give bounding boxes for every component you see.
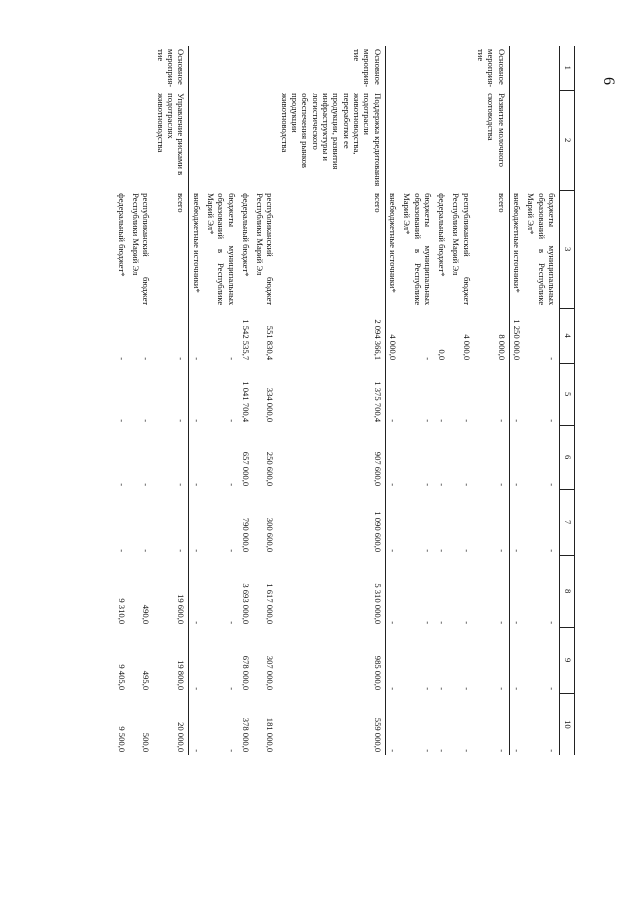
value-col7-cell: -: [437, 549, 448, 553]
value-col4-cell: -: [191, 357, 202, 361]
value-col8-cell: 1 617 000,0: [265, 583, 276, 625]
value-col4-cell: 551 830,4: [265, 325, 276, 361]
measure-name-cell: [114, 90, 128, 190]
value-col10-cell: 559 000,0: [278, 693, 386, 755]
table-row: [129, 46, 154, 755]
value-col10-cell: -: [226, 749, 237, 753]
measure-name-cell: [129, 90, 154, 190]
value-col9-cell: -: [387, 687, 398, 691]
page-number: 6: [600, 77, 617, 85]
value-col10-cell: 20 000,0: [153, 693, 188, 755]
value-col7-cell: -: [474, 489, 509, 555]
value-col6-cell: -: [474, 425, 509, 489]
value-col9-cell: 985 000,0: [278, 627, 386, 693]
table-row: [204, 46, 239, 755]
measure-type-cell: [204, 46, 239, 90]
table-row: [189, 46, 204, 755]
table-row: [114, 46, 128, 755]
table-row: [509, 46, 524, 755]
value-col9-cell: -: [191, 687, 202, 691]
value-col9-cell: 678 000,0: [240, 655, 251, 691]
value-col9-cell: -: [547, 687, 557, 691]
value-col10-cell: -: [422, 749, 433, 753]
value-col9-cell: -: [474, 627, 509, 693]
value-col8-cell: -: [461, 621, 472, 625]
measure-type-cell: [524, 46, 559, 90]
value-col7-cell: -: [226, 549, 237, 553]
value-col7-cell: -: [191, 549, 202, 553]
value-col4-cell: 1 542 535,7: [240, 319, 251, 361]
funding-source-cell: республиканский бюджет Республики Марий Эл: [131, 193, 152, 306]
table-row: [385, 46, 400, 755]
value-col8-cell: 3 693 000,0: [240, 583, 251, 625]
measure-type-cell: Основное мероприя-тие: [153, 46, 188, 90]
funding-source-cell: бюджеты муниципальных образований в Республике Марий Эл*: [205, 193, 237, 306]
value-col6-cell: 907 600,0: [278, 425, 386, 489]
measure-name-cell: [253, 90, 278, 190]
value-col5-cell: -: [153, 363, 188, 425]
table-row: [449, 46, 474, 755]
value-col7-cell: -: [116, 549, 127, 553]
value-col6-cell: -: [512, 483, 523, 487]
table-row: [278, 46, 386, 755]
table-row: [524, 46, 559, 755]
table-row: [253, 46, 278, 755]
value-col7-cell: -: [422, 549, 433, 553]
value-col5-cell: -: [461, 419, 472, 423]
value-col5-cell: -: [437, 419, 448, 423]
measure-name-cell: [435, 90, 449, 190]
value-col5-cell: -: [226, 419, 237, 423]
value-col9-cell: -: [437, 687, 448, 691]
value-col9-cell: 495,0: [141, 670, 152, 691]
measure-name-cell: [204, 90, 239, 190]
value-col7-cell: -: [387, 549, 398, 553]
measure-type-cell: Основное мероприя-тие: [278, 46, 386, 90]
value-col9-cell: 9 405,0: [116, 664, 127, 691]
column-number-cell: 5: [560, 363, 575, 425]
value-col6-cell: -: [141, 483, 152, 487]
measure-type-cell: [435, 46, 449, 90]
value-col10-cell: -: [191, 749, 202, 753]
value-col6-cell: -: [153, 425, 188, 489]
measure-type-cell: [385, 46, 400, 90]
value-col10-cell: -: [474, 693, 509, 755]
funding-source-cell: внебюджетные источники*: [387, 193, 398, 293]
value-col8-cell: -: [191, 621, 202, 625]
funding-source-cell: республиканский бюджет Республики Марий Эл: [451, 193, 472, 306]
measure-type-cell: [239, 46, 253, 90]
value-col10-cell: -: [387, 749, 398, 753]
value-col5-cell: -: [116, 419, 127, 423]
column-number-cell: 9: [560, 627, 575, 693]
funding-source-cell: всего: [474, 190, 509, 308]
value-col6-cell: -: [437, 483, 448, 487]
value-col5-cell: -: [191, 419, 202, 423]
value-col5-cell: -: [422, 419, 433, 423]
value-col7-cell: -: [141, 549, 152, 553]
funding-source-cell: всего: [153, 190, 188, 308]
value-col10-cell: -: [512, 749, 523, 753]
column-number-cell: 2: [560, 90, 575, 190]
value-col7-cell: -: [512, 549, 523, 553]
value-col8-cell: -: [474, 555, 509, 627]
value-col5-cell: 334 000,0: [265, 387, 276, 423]
funding-source-cell: внебюджетные источники*: [191, 193, 202, 293]
value-col4-cell: 4 000,0: [461, 334, 472, 361]
value-col6-cell: 250 600,0: [265, 451, 276, 487]
value-col8-cell: 9 310,0: [116, 598, 127, 625]
measure-name-cell: Поддержка кредитования подотрасли животноводства, переработки ее продукции, развития инфраструктуры и логистического обеспечения рынков продукции животноводства: [278, 90, 386, 190]
value-col8-cell: 19 600,0: [153, 555, 188, 627]
rotated-table-container: [97, 46, 575, 823]
column-number-cell: 10: [560, 693, 575, 755]
column-number-cell: 8: [560, 555, 575, 627]
measure-type-cell: [189, 46, 204, 90]
measure-type-cell: [400, 46, 435, 90]
funding-source-cell: республиканский бюджет Республики Марий Эл: [255, 193, 276, 306]
value-col4-cell: 2 094 366,1: [278, 308, 386, 363]
value-col10-cell: 181 000,0: [265, 717, 276, 753]
value-col8-cell: -: [422, 621, 433, 625]
column-number-cell: 3: [560, 190, 575, 308]
measure-type-cell: [449, 46, 474, 90]
measure-name-cell: [400, 90, 435, 190]
value-col7-cell: -: [153, 489, 188, 555]
value-col6-cell: -: [116, 483, 127, 487]
value-col5-cell: -: [547, 419, 557, 423]
table-row: [239, 46, 253, 755]
value-col5-cell: 1 041 700,4: [240, 381, 251, 423]
measure-type-cell: [509, 46, 524, 90]
measure-name-cell: [524, 90, 559, 190]
column-number-cell: 1: [560, 46, 575, 90]
value-col6-cell: -: [226, 483, 237, 487]
funding-source-cell: федеральный бюджет*: [116, 193, 127, 277]
value-col7-cell: 300 600,0: [265, 517, 276, 553]
value-col7-cell: 790 000,0: [240, 517, 251, 553]
value-col8-cell: -: [512, 621, 523, 625]
value-col9-cell: -: [422, 687, 433, 691]
measure-type-cell: [114, 46, 128, 90]
measure-name-cell: [239, 90, 253, 190]
value-col9-cell: -: [461, 687, 472, 691]
measure-name-cell: [449, 90, 474, 190]
value-col8-cell: -: [547, 621, 557, 625]
value-col4-cell: -: [141, 357, 152, 361]
value-col6-cell: 657 000,0: [240, 451, 251, 487]
funding-source-cell: всего: [278, 190, 386, 308]
value-col5-cell: -: [474, 363, 509, 425]
measure-type-cell: [253, 46, 278, 90]
value-col9-cell: 307 000,0: [265, 655, 276, 691]
value-col5-cell: -: [512, 419, 523, 423]
value-col8-cell: 5 310 000,0: [278, 555, 386, 627]
value-col7-cell: -: [547, 549, 557, 553]
value-col8-cell: -: [437, 621, 448, 625]
value-col4-cell: 8 000,0: [474, 308, 509, 363]
value-col7-cell: 1 090 600,0: [278, 489, 386, 555]
measure-type-cell: [129, 46, 154, 90]
column-number-cell: 4: [560, 308, 575, 363]
value-col6-cell: -: [191, 483, 202, 487]
value-col9-cell: 19 800,0: [153, 627, 188, 693]
column-number-cell: 7: [560, 489, 575, 555]
value-col10-cell: -: [461, 749, 472, 753]
value-col9-cell: -: [226, 687, 237, 691]
value-col10-cell: -: [547, 749, 557, 753]
table-row: [474, 46, 509, 755]
value-col10-cell: 378 000,0: [240, 717, 251, 753]
column-number-cell: 6: [560, 425, 575, 489]
value-col4-cell: -: [547, 357, 557, 361]
value-col4-cell: 1 250 000,0: [512, 319, 523, 361]
table-row: [400, 46, 435, 755]
value-col5-cell: -: [141, 419, 152, 423]
funding-table: [114, 46, 575, 755]
value-col10-cell: 9 500,0: [116, 726, 127, 753]
value-col4-cell: -: [226, 357, 237, 361]
value-col4-cell: 4 000,0: [387, 334, 398, 361]
table-row: [435, 46, 449, 755]
measure-name-cell: Управление рисками в подотраслях животноводства: [153, 90, 188, 190]
value-col4-cell: -: [116, 357, 127, 361]
value-col4-cell: -: [422, 357, 433, 361]
value-col8-cell: 490,0: [141, 604, 152, 625]
measure-name-cell: [509, 90, 524, 190]
measure-name-cell: [189, 90, 204, 190]
value-col6-cell: -: [461, 483, 472, 487]
value-col4-cell: -: [153, 308, 188, 363]
funding-source-cell: федеральный бюджет*: [437, 193, 448, 277]
value-col6-cell: -: [387, 483, 398, 487]
value-col8-cell: -: [387, 621, 398, 625]
value-col5-cell: 1 375 700,4: [278, 363, 386, 425]
measure-name-cell: [385, 90, 400, 190]
value-col5-cell: -: [387, 419, 398, 423]
measure-name-cell: Развитие молочного скотоводства: [474, 90, 509, 190]
funding-source-cell: бюджеты муниципальных образований в Республике Марий Эл*: [526, 193, 557, 306]
value-col7-cell: -: [461, 549, 472, 553]
value-col9-cell: -: [512, 687, 523, 691]
value-col8-cell: -: [226, 621, 237, 625]
value-col6-cell: -: [547, 483, 557, 487]
funding-source-cell: федеральный бюджет*: [240, 193, 251, 277]
measure-type-cell: Основное мероприя-тие: [474, 46, 509, 90]
value-col6-cell: -: [422, 483, 433, 487]
value-col10-cell: 500,0: [141, 732, 152, 753]
funding-source-cell: бюджеты муниципальных образований в Республике Марий Эл*: [402, 193, 433, 306]
table-row: [153, 46, 188, 755]
funding-source-cell: внебюджетные источники*: [512, 193, 523, 293]
table-header-row: [560, 46, 575, 755]
value-col4-cell: 0,0: [437, 349, 448, 361]
value-col10-cell: -: [437, 749, 448, 753]
